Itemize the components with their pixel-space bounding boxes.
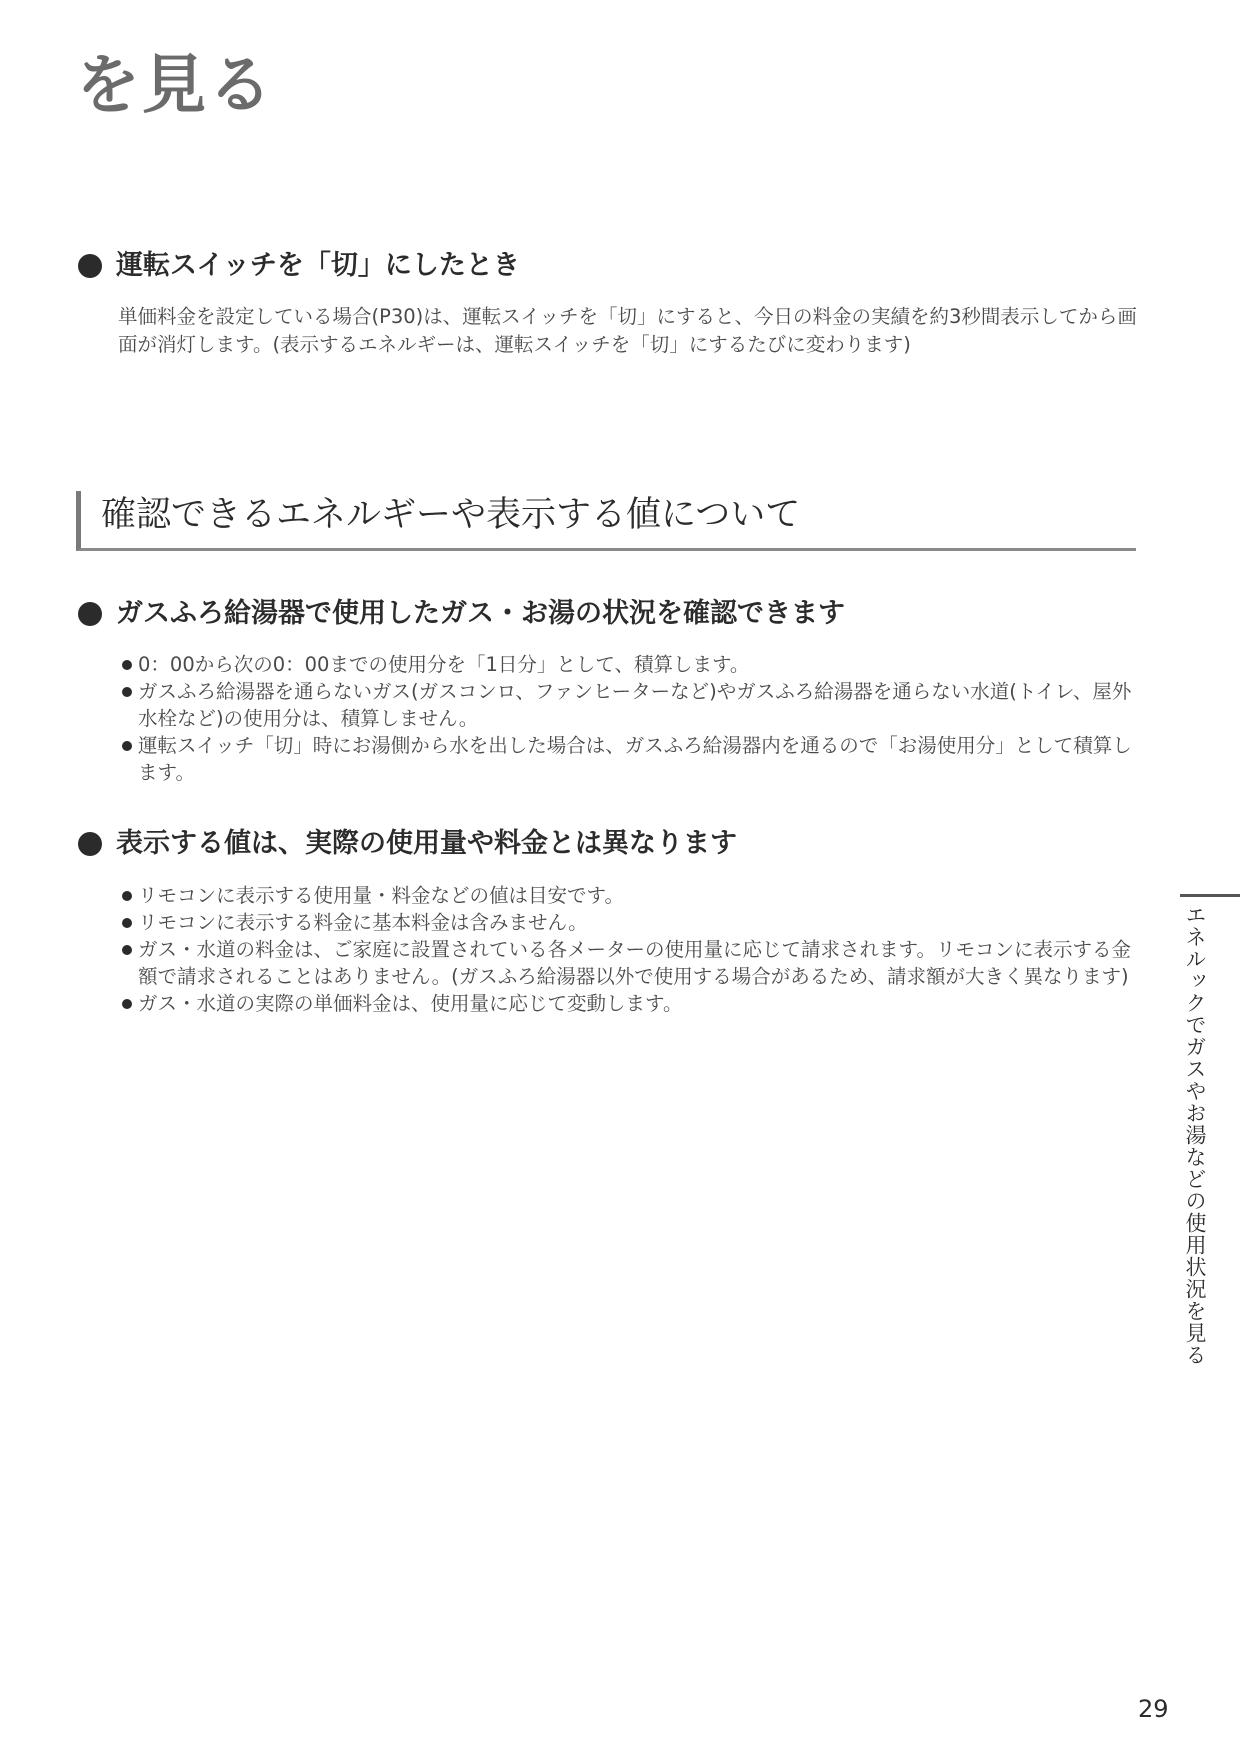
- values-bullet-list: [118, 882, 1138, 1017]
- bullet-dot: [78, 602, 102, 626]
- section-heading: [76, 491, 1136, 551]
- switch-off-body: 単価料金を設定している場合(P30)は、運転スイッチを「切」にすると、今日の料金の実績を約3秒間表示してから画面が消灯します。(表示するエネルギーは、運転スイッチを「切」にするたびに変わります): [118, 305, 1137, 356]
- side-tab-rule: [1180, 894, 1240, 897]
- list-item: ガス・水道の料金は、ご家庭に設置されている各メーターの使用量に応じて請求されます。リモコンに表示する金額で請求されることはありません。(ガスふろ給湯器以外で使用する場合があるため、請求額が大きく異なります): [118, 936, 1138, 990]
- list-item: 0：00から次の0：00までの使用分を「1日分」として、積算します。: [118, 651, 1138, 678]
- side-tab-label: エネルックでガスやお湯などの使用状況を見る: [1183, 904, 1207, 1366]
- usage-heading-text: ガスふろ給湯器で使用したガス・お湯の状況を確認できます: [116, 598, 845, 629]
- bullet-dot: [78, 254, 102, 278]
- bullet-dot: [78, 832, 102, 856]
- list-item: リモコンに表示する使用量・料金などの値は目安です。: [118, 882, 1138, 909]
- list-item: ガス・水道の実際の単価料金は、使用量に応じて変動します。: [118, 990, 1138, 1017]
- values-heading-text: 表示する値は、実際の使用量や料金とは異なります: [116, 828, 737, 859]
- page-title: を見る: [76, 49, 274, 123]
- switch-off-heading: [78, 248, 520, 283]
- switch-off-heading-text: 運転スイッチを「切」にしたとき: [116, 250, 520, 281]
- list-item: リモコンに表示する料金に基本料金は含みません。: [118, 909, 1138, 936]
- usage-heading: [78, 596, 845, 631]
- section-title: 確認できるエネルギーや表示する値について: [101, 495, 801, 535]
- list-item: 運転スイッチ「切」時にお湯側から水を出した場合は、ガスふろ給湯器内を通るので「お湯使用分」として積算します。: [118, 732, 1138, 786]
- list-item: ガスふろ給湯器を通らないガス(ガスコンロ、ファンヒーターなど)やガスふろ給湯器を通らない水道(トイレ、屋外水栓など)の使用分は、積算しません。: [118, 678, 1138, 732]
- usage-bullet-list: [118, 651, 1138, 786]
- page-number: 29: [1138, 1695, 1169, 1723]
- values-heading: [78, 826, 737, 861]
